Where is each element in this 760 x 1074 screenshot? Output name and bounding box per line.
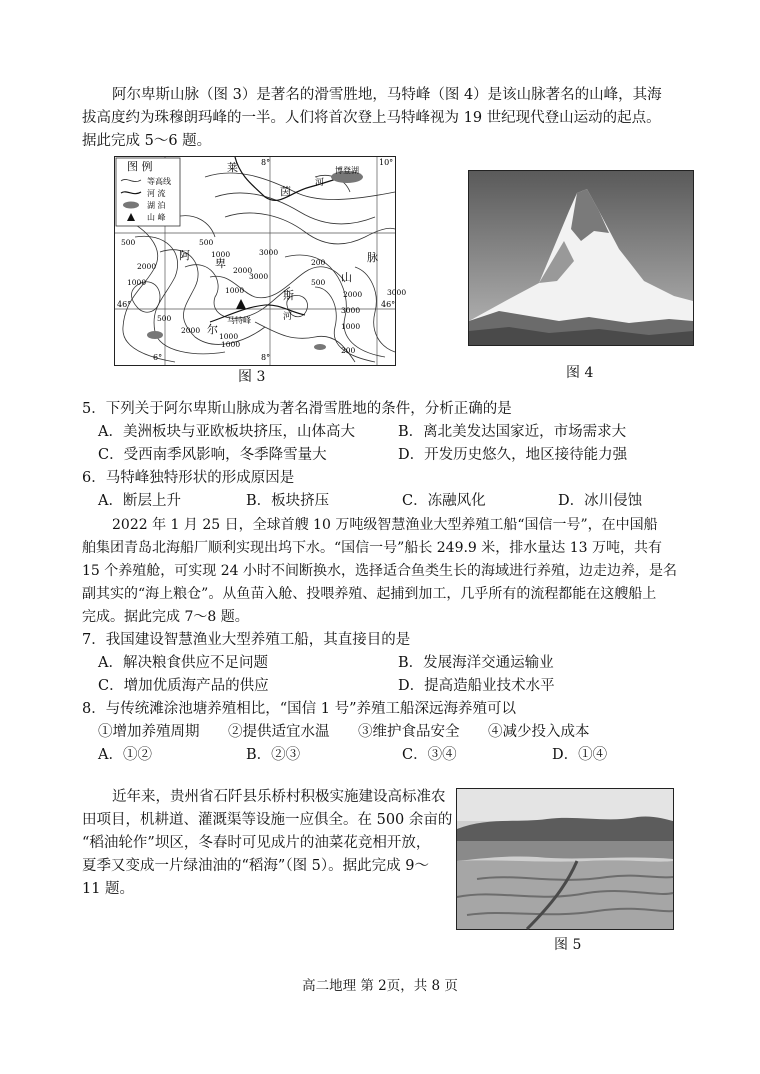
label-matterhorn: 马特峰	[227, 316, 251, 325]
lat-label-right: 46°	[381, 300, 396, 309]
passage2-line5: 完成。据此完成 7～8 题。	[82, 609, 249, 625]
q8-item-2: ②提供适宜水温	[228, 724, 330, 740]
figure4-caption: 图 4	[566, 365, 594, 381]
passage3-line5: 11 题。	[82, 881, 135, 897]
label-mai: 脉	[367, 251, 378, 264]
figure5-caption: 图 5	[554, 937, 582, 953]
lake-small-1	[147, 331, 163, 339]
contour-value: 3000	[249, 272, 269, 281]
q8-item-3: ③维护食品安全	[358, 724, 460, 740]
label-si: 斯	[283, 289, 294, 302]
passage1-line2: 拔高度约为珠穆朗玛峰的一半。人们将首次登上马特峰视为 19 世纪现代登山运动的起点。	[82, 110, 661, 126]
contour-value: 1000	[127, 278, 147, 287]
label-bodensee: 博登湖	[335, 166, 359, 175]
matterhorn-photo	[468, 170, 694, 346]
lon-label-10-top: 10°	[379, 158, 394, 167]
legend-contour-label: 等高线	[147, 177, 171, 186]
q8-option-c[interactable]: C．③④	[402, 747, 457, 763]
contour-value: 1000	[221, 340, 241, 349]
rice-field-photo-svg	[457, 789, 673, 929]
q5-option-d[interactable]: D．开发历史悠久，地区接待能力强	[398, 447, 628, 463]
q6-option-a[interactable]: A．断层上升	[98, 493, 181, 509]
q5-option-a[interactable]: A．美洲板块与亚欧板块挤压，山体高大	[98, 424, 355, 440]
q5-option-c[interactable]: C．受西南季风影响，冬季降雪量大	[98, 447, 327, 463]
page-footer: 高二地理 第 2页，共 8 页	[302, 978, 458, 994]
contour-value: 3000	[387, 288, 407, 297]
lon-label-8-bottom: 8°	[261, 353, 271, 362]
contour-value: 2000	[181, 326, 201, 335]
q7-option-a[interactable]: A．解决粮食供应不足问题	[98, 655, 268, 671]
lat-label-left: 46°	[117, 300, 132, 309]
label-yin: 茵	[280, 185, 291, 198]
legend-peak-label: 山 峰	[147, 213, 166, 222]
q8-option-a[interactable]: A．①②	[98, 747, 152, 763]
passage3-line3: “稻油轮作”坝区，冬春时可见成片的油菜花竞相开放，	[82, 835, 431, 851]
figure3-caption: 图 3	[238, 369, 266, 385]
legend-title: 图 例	[127, 160, 153, 173]
legend-river-label: 河 流	[147, 189, 166, 198]
contour-value: 500	[157, 314, 172, 323]
legend-lake-symbol	[123, 202, 139, 209]
legend-lake-label: 湖 泊	[147, 201, 166, 210]
lake-small-2	[314, 344, 326, 350]
contour-value: 200	[341, 346, 356, 355]
contour-value: 1000	[341, 322, 361, 331]
map-svg	[115, 157, 407, 365]
label-lai: 莱	[227, 161, 238, 174]
label-a: 阿	[179, 249, 190, 262]
passage3-line1: 近年来，贵州省石阡县乐桥村积极实施建设高标准农	[112, 789, 446, 805]
q8-option-d[interactable]: D．①④	[552, 747, 608, 763]
q7-stem: 7．我国建设智慧渔业大型养殖工船，其直接目的是	[82, 632, 411, 648]
q5-stem: 5．下列关于阿尔卑斯山脉成为著名滑雪胜地的条件，分析正确的是	[82, 401, 512, 417]
alps-topographic-map	[114, 156, 407, 366]
passage3-line2: 田项目，机耕道、灌溉渠等设施一应俱全。在 500 余亩的	[82, 812, 453, 828]
label-er: 尔	[207, 323, 218, 336]
contour-value: 3000	[259, 248, 279, 257]
q6-option-d[interactable]: D．冰川侵蚀	[558, 493, 643, 509]
contour-value: 3000	[341, 306, 361, 315]
q8-item-4: ④减少投入成本	[488, 724, 590, 740]
sky	[457, 789, 673, 821]
q6-option-c[interactable]: C．冻融风化	[402, 493, 486, 509]
contour-value: 2000	[343, 290, 363, 299]
lon-label-6-bottom: 6°	[153, 353, 163, 362]
passage3-line4: 夏季又变成一片绿油油的“稻海”（图 5）。据此完成 9～	[82, 858, 429, 874]
contour-value: 2000	[233, 266, 253, 275]
label-he-rhone: 河	[283, 312, 293, 322]
contour-value: 200	[311, 258, 326, 267]
rice-field-photo	[456, 788, 674, 930]
passage1-line1: 阿尔卑斯山脉（图 3）是著名的滑雪胜地，马特峰（图 4）是该山脉著名的山峰，其海	[112, 87, 662, 103]
passage2-line4: 副其实的“海上粮仓”。从鱼苗入舱、投喂养殖、起捕到加工，几乎所有的流程都能在这艘船上	[82, 586, 657, 602]
contour-value: 500	[199, 238, 214, 247]
label-shan: 山	[341, 271, 352, 284]
q8-option-b[interactable]: B．②③	[246, 747, 301, 763]
contour-value: 1000	[219, 332, 239, 341]
matterhorn-peak-marker	[236, 299, 246, 309]
q7-option-d[interactable]: D．提高造船业技术水平	[398, 678, 555, 694]
q7-option-b[interactable]: B．发展海洋交通运输业	[398, 655, 554, 671]
passage2-line2: 舶集团青岛北海船厂顺利实现出坞下水。“国信一号”船长 249.9 米，排水量达 13 万吨，共有	[82, 540, 663, 556]
contour-value: 1000	[211, 250, 231, 259]
contour-values	[121, 238, 406, 355]
contour-value: 500	[121, 238, 136, 247]
passage1-line3: 据此完成 5～6 题。	[82, 133, 212, 149]
label-he-rhine: 河	[315, 178, 325, 188]
contour-value: 2000	[137, 262, 157, 271]
passage2-line3: 15 个养殖舱，可实现 24 小时不间断换水，选择适合鱼类生长的海域进行养殖，边走边养，是名	[82, 563, 677, 579]
lon-label-8-top: 8°	[261, 158, 271, 167]
label-bei: 卑	[215, 257, 226, 270]
q8-stem: 8．与传统滩涂池塘养殖相比，“国信 1 号”养殖工船深远海养殖可以	[82, 701, 516, 717]
q8-item-1: ①增加养殖周期	[98, 724, 200, 740]
contour-value: 500	[311, 278, 326, 287]
q7-option-c[interactable]: C．增加优质海产品的供应	[98, 678, 269, 694]
q5-option-b[interactable]: B．离北美发达国家近，市场需求大	[398, 424, 627, 440]
contour-value: 1000	[225, 286, 245, 295]
q6-option-b[interactable]: B．板块挤压	[246, 493, 330, 509]
q6-stem: 6．马特峰独特形状的形成原因是	[82, 470, 295, 486]
matterhorn-photo-svg	[469, 171, 693, 345]
passage2-line1: 2022 年 1 月 25 日，全球首艘 10 万吨级智慧渔业大型养殖工船“国信一号”，在中国船	[112, 517, 658, 533]
